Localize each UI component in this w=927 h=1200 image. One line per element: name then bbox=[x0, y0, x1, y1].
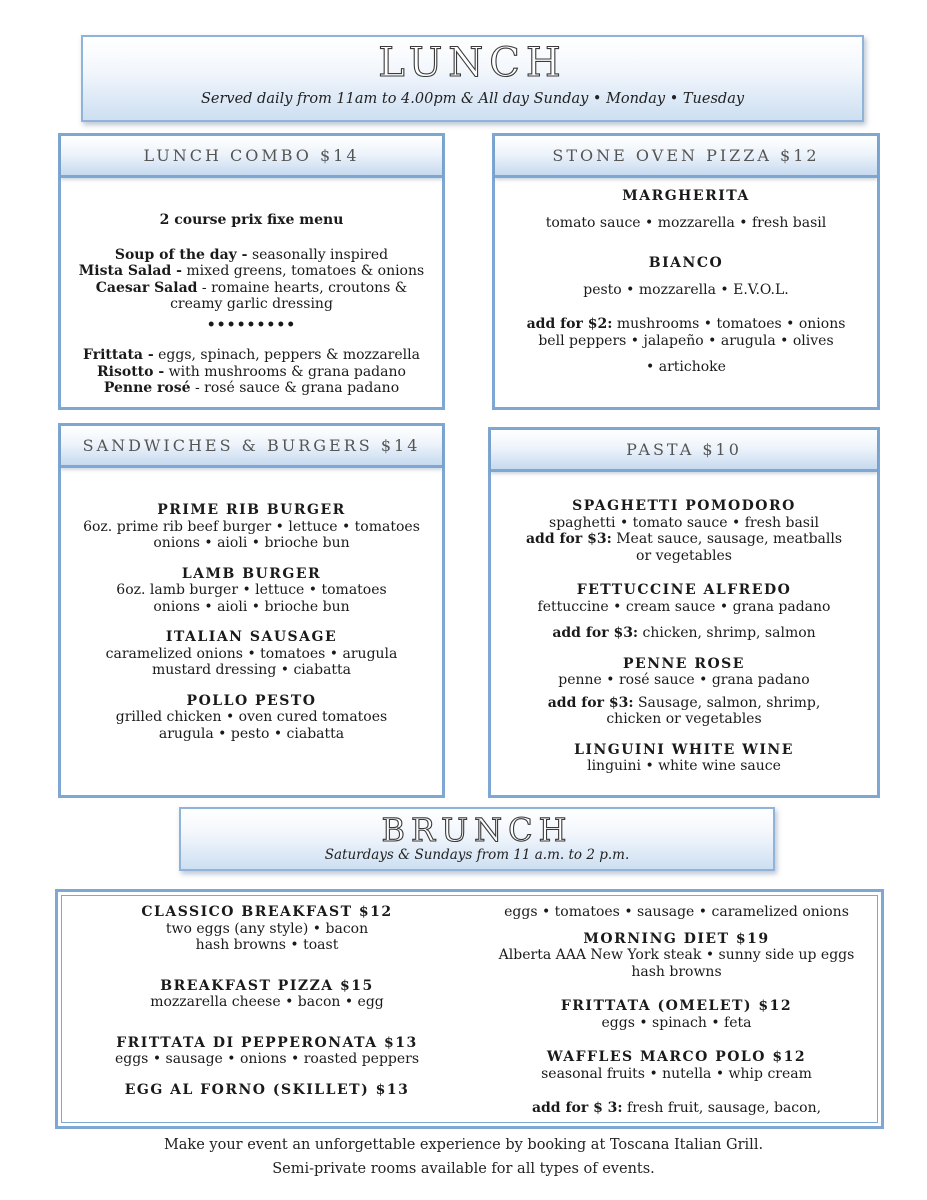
sandwiches-panel bbox=[58, 423, 445, 798]
classico-breakfast-desc1: two eggs (any style) • bacon bbox=[165, 920, 369, 937]
frittata-omelet-name: FRITTATA (OMELET) $12 bbox=[560, 998, 793, 1014]
penne-add-ons-line2: chicken or vegetables bbox=[606, 711, 762, 727]
frittata-omelet-desc: eggs • spinach • feta bbox=[601, 1014, 752, 1031]
penne-rose-desc: penne • rosé sauce • grana padano bbox=[558, 672, 810, 688]
morning-diet-desc1: Alberta AAA New York steak • sunny side up eggs bbox=[498, 947, 855, 963]
pizza-margherita-desc: tomato sauce • mozzarella • fresh basil bbox=[545, 214, 827, 231]
brunch-left-column bbox=[62, 904, 472, 1098]
prime-rib-burger-desc1: 6oz. prime rib beef burger • lettuce • tomatoes bbox=[83, 518, 420, 535]
lunch-title: LUNCH bbox=[378, 40, 567, 86]
pizza-add-ons-line2: bell peppers • jalapeño • arugula • olives bbox=[538, 332, 834, 349]
penne-rose-name: PENNE ROSE bbox=[623, 655, 745, 672]
brunch-title: BRUNCH bbox=[381, 811, 573, 849]
egg-al-forno-name: EGG AL FORNO (SKILLET) $13 bbox=[124, 1081, 410, 1098]
pollo-pesto-desc2: arugula • pesto • ciabatta bbox=[158, 725, 345, 742]
prime-rib-burger-name: PRIME RIB BURGER bbox=[157, 502, 346, 518]
pollo-pesto-desc1: grilled chicken • oven cured tomatoes bbox=[115, 709, 388, 725]
classico-breakfast-name: CLASSICO BREAKFAST $12 bbox=[141, 904, 393, 920]
pizza-add-ons-line3: • artichoke bbox=[646, 359, 726, 375]
lunch-combo-panel bbox=[58, 133, 445, 410]
brunch-menu-inner bbox=[61, 895, 878, 1123]
pizza-panel bbox=[492, 133, 880, 410]
fettuccine-add-ons: add for $3: chicken, shrimp, salmon bbox=[552, 625, 816, 641]
menu-item-soup: Soup of the day - seasonally inspired bbox=[114, 246, 389, 263]
brunch-menu-frame bbox=[55, 889, 884, 1129]
brunch-subtitle: Saturdays & Sundays from 11 a.m. to 2 p.m. bbox=[324, 847, 630, 863]
lunch-banner bbox=[81, 35, 864, 122]
menu-item-mista-salad: Mista Salad - mixed greens, tomatoes & onions bbox=[78, 263, 425, 279]
lamb-burger-desc1: 6oz. lamb burger • lettuce • tomatoes bbox=[116, 582, 387, 598]
menu-item-penne-rose: Penne rosé - rosé sauce & grana padano bbox=[103, 380, 400, 396]
penne-add-ons: add for $3: Sausage, salmon, shrimp, bbox=[547, 694, 821, 711]
menu-item-caesar-salad: Caesar Salad - romaine hearts, croutons & creamy garlic dressing bbox=[95, 279, 408, 312]
italian-sausage-desc1: caramelized onions • tomatoes • arugula bbox=[105, 645, 398, 662]
pizza-add-ons: add for $2: mushrooms • tomatoes • onions bbox=[526, 316, 846, 332]
waffles-marco-polo-desc: seasonal fruits • nutella • whip cream bbox=[541, 1065, 812, 1082]
menu-item-frittata: Frittata - eggs, spinach, peppers & mozzarella bbox=[83, 347, 420, 363]
linguini-white-wine-name: LINGUINI WHITE WINE bbox=[574, 741, 794, 758]
lamb-burger-desc2: onions • aioli • brioche bun bbox=[153, 598, 350, 615]
pizza-header: STONE OVEN PIZZA $12 bbox=[495, 136, 877, 178]
lamb-burger-name: LAMB BURGER bbox=[181, 565, 322, 582]
pasta-header: PASTA $10 bbox=[491, 430, 877, 472]
pizza-bianco-name: BIANCO bbox=[648, 255, 724, 271]
brunch-banner bbox=[179, 807, 775, 871]
waffles-marco-polo-name: WAFFLES MARCO POLO $12 bbox=[546, 1049, 807, 1065]
italian-sausage-desc2: mustard dressing • ciabatta bbox=[151, 662, 352, 678]
classico-breakfast-desc2: hash browns • toast bbox=[195, 937, 339, 953]
breakfast-pizza-desc: mozzarella cheese • bacon • egg bbox=[150, 994, 384, 1010]
lunch-subtitle: Served daily from 11am to 4.00pm & All day Sunday • Monday • Tuesday bbox=[200, 91, 745, 107]
spaghetti-add-ons-line2: or vegetables bbox=[636, 547, 732, 564]
sandwiches-header: SANDWICHES & BURGERS $14 bbox=[61, 426, 442, 468]
prime-rib-burger-desc2: onions • aioli • brioche bun bbox=[153, 535, 350, 551]
divider-dots: ••••••••• bbox=[206, 316, 297, 333]
fettuccine-alfredo-name: FETTUCCINE ALFREDO bbox=[576, 582, 792, 598]
spaghetti-add-ons: add for $3: Meat sauce, sausage, meatballs bbox=[525, 531, 843, 547]
morning-diet-name: MORNING DIET $19 bbox=[583, 930, 770, 947]
spaghetti-pomodoro-name: SPAGHETTI POMODORO bbox=[572, 498, 796, 514]
brunch-add-ons: add for $ 3: fresh fruit, sausage, bacon, bbox=[531, 1100, 822, 1116]
breakfast-pizza-name: BREAKFAST PIZZA $15 bbox=[160, 977, 374, 994]
pasta-panel bbox=[488, 427, 880, 798]
italian-sausage-name: ITALIAN SAUSAGE bbox=[165, 629, 338, 645]
lunch-combo-header: LUNCH COMBO $14 bbox=[61, 136, 442, 178]
menu-item-risotto: Risotto - with mushrooms & grana padano bbox=[97, 363, 406, 380]
pizza-bianco-desc: pesto • mozzarella • E.V.O.L. bbox=[583, 281, 789, 298]
frittata-pepperonata-desc: eggs • sausage • onions • roasted peppers bbox=[114, 1051, 420, 1067]
footer-line2: Semi-private rooms available for all types of events. bbox=[272, 1161, 655, 1177]
linguini-white-wine-desc: linguini • white wine sauce bbox=[587, 758, 781, 774]
prix-fixe-label: 2 course prix fixe menu bbox=[159, 212, 344, 228]
pizza-margherita-name: MARGHERITA bbox=[622, 188, 750, 204]
spaghetti-pomodoro-desc: spaghetti • tomato sauce • fresh basil bbox=[549, 514, 819, 531]
morning-diet-desc2: hash browns bbox=[631, 963, 722, 980]
brunch-right-column bbox=[472, 904, 881, 1117]
fettuccine-alfredo-desc: fettuccine • cream sauce • grana padano bbox=[537, 598, 831, 615]
egg-al-forno-desc: eggs • tomatoes • sausage • caramelized onions bbox=[504, 904, 849, 920]
frittata-pepperonata-name: FRITTATA DI PEPPERONATA $13 bbox=[116, 1034, 418, 1051]
pollo-pesto-name: POLLO PESTO bbox=[186, 692, 317, 709]
footer-line1: Make your event an unforgettable experience by booking at Toscana Italian Grill. bbox=[163, 1137, 764, 1153]
